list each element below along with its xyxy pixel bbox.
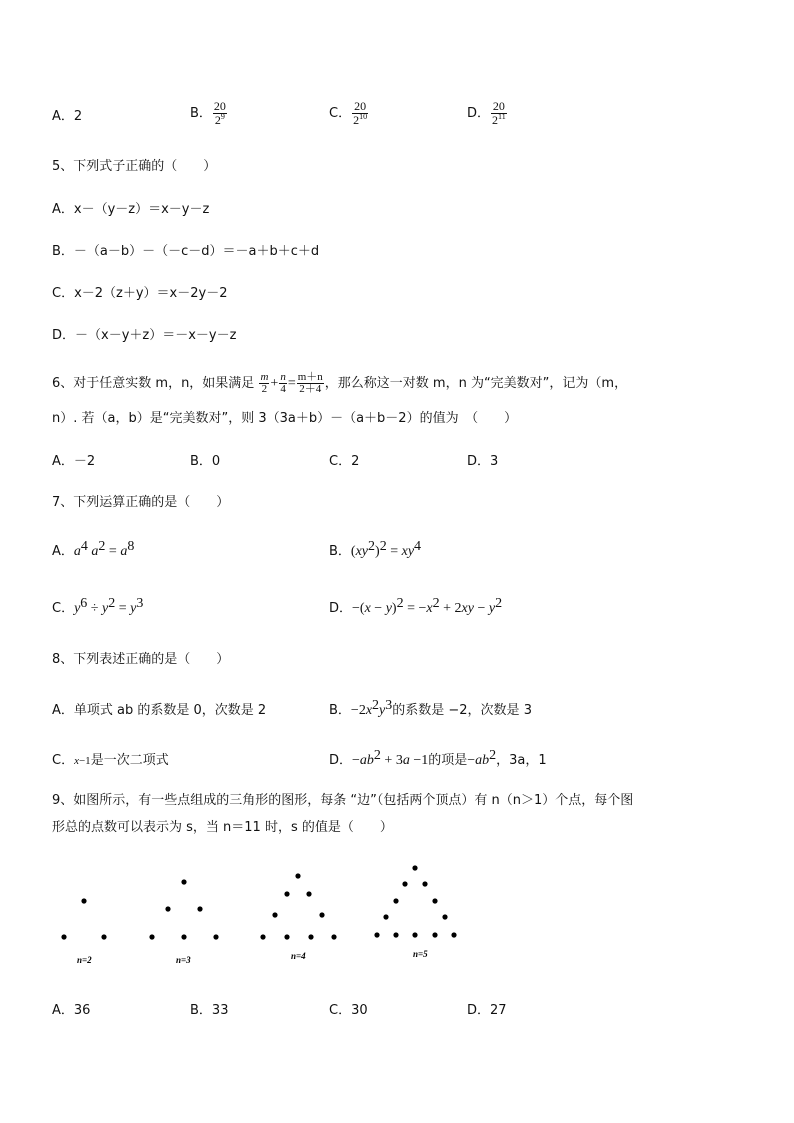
q9-stem-line2: 形总的点数可以表示为 s，当 n＝11 时，s 的值是（ ）	[52, 820, 393, 835]
triangle-dot-figure	[0, 850, 794, 970]
q8-option-c: C．x−1是一次二项式	[52, 753, 169, 768]
dot	[306, 891, 311, 896]
dot	[101, 934, 106, 939]
dot	[81, 898, 86, 903]
q6-stem-line2: n）. 若（a，b）是“完美数对”，则 3（3a＋b）－（a＋b－2）的值为 （ ）	[52, 411, 518, 426]
fraction-sum: $\frac{m+n}{2+4}$	[297, 371, 323, 395]
dot	[260, 934, 265, 939]
dot	[432, 932, 437, 937]
option-label: C．	[329, 106, 352, 121]
triangle-n3	[149, 879, 218, 965]
dot	[308, 934, 313, 939]
dot	[432, 898, 437, 903]
dot	[442, 914, 447, 919]
dot	[61, 934, 66, 939]
q8-option-b: B．$-2x^2y^3$的系数是 −2，次数是 3	[329, 698, 532, 718]
dot	[393, 898, 398, 903]
option-label: D．	[467, 106, 491, 121]
triangle-n5	[374, 865, 456, 959]
dot	[165, 906, 170, 911]
dot	[451, 932, 456, 937]
figure-label: n=2	[77, 955, 92, 965]
dot	[181, 879, 186, 884]
figure-label: n=4	[291, 951, 306, 961]
dot	[272, 912, 277, 917]
dot	[181, 934, 186, 939]
dot	[412, 865, 417, 870]
q9-option-a: A．36	[52, 1003, 91, 1018]
fraction: $\frac{20}{2^{11}}$	[492, 99, 506, 127]
dot	[149, 934, 154, 939]
q6-option-d: D．3	[467, 454, 499, 469]
triangle-n2	[61, 898, 106, 965]
q4-option-a	[52, 108, 82, 126]
fraction: $\frac{20}{2^9}$	[213, 99, 226, 127]
figure-label: n=3	[176, 955, 191, 965]
dot	[197, 906, 202, 911]
q6-stem-line1: 6、对于任意实数 m，n，如果满足 $\frac{m}{2}$ + $\frac{n}{4}$ = $\frac{m+n}{2+4}$ ，那么称这一对数 m，n 为“完美数对”，记为（m，	[52, 371, 628, 395]
dot	[331, 934, 336, 939]
dot	[319, 912, 324, 917]
q6-option-a: A．－2	[52, 454, 96, 469]
q8-option-d: D．$-ab^2 + 3a -1$的项是$-ab^2$，3a，1	[329, 748, 547, 768]
q5-option-a: A．x－（y－z）＝x－y－z	[52, 202, 210, 217]
q9-option-d: D．27	[467, 1003, 507, 1018]
q8-option-a: A．单项式 ab 的系数是 0，次数是 2	[52, 703, 267, 718]
q4-option-c	[329, 100, 369, 127]
fraction-m-over-2: $\frac{m}{2}$	[260, 371, 269, 395]
q8-stem: 8、下列表述正确的是（ ）	[52, 652, 230, 667]
q7-option-b: B．$(xy^2)^2 = xy^4$	[329, 539, 422, 559]
dot	[374, 932, 379, 937]
q6-option-c: C．2	[329, 454, 360, 469]
q6-option-b: B．0	[190, 454, 221, 469]
q9-option-b: B．33	[190, 1003, 229, 1018]
q4-option-b	[190, 100, 228, 127]
figure-label: n=5	[413, 949, 428, 959]
dot	[213, 934, 218, 939]
q5-stem: 5、下列式子正确的（ ）	[52, 159, 217, 174]
dot	[284, 891, 289, 896]
q5-option-d: D．－（x－y＋z）＝－x－y－z	[52, 328, 237, 343]
q5-option-c: C．x－2（z＋y）＝x－2y－2	[52, 286, 228, 301]
option-label: B．	[190, 106, 212, 121]
dot	[393, 932, 398, 937]
q4-option-d	[467, 100, 508, 127]
dot	[422, 881, 427, 886]
q9-option-c: C．30	[329, 1003, 368, 1018]
q7-option-c: C．$y^6 \div y^2 = y^3$	[52, 596, 144, 616]
triangle-n4	[260, 873, 336, 961]
dot	[284, 934, 289, 939]
q7-option-a: A．$a^4$ $a^2 = a^8$	[52, 539, 135, 559]
option-value: 2	[73, 109, 83, 124]
fraction: $\frac{20}{2^{10}}$	[353, 99, 368, 127]
dot	[383, 914, 388, 919]
q9-stem-line1: 9、如图所示，有一些点组成的三角形的图形，每条 “边”（包括两个顶点）有 n（n＞1）个点，每个图	[52, 793, 634, 808]
q7-option-d: D．$-(x - y)^2 = -x^2 + 2xy - y^2$	[329, 596, 503, 616]
dot	[402, 881, 407, 886]
q5-option-b: B．－（a－b）－（－c－d）＝－a＋b＋c＋d	[52, 244, 320, 259]
fraction-n-over-4: $\frac{n}{4}$	[280, 371, 286, 395]
option-label: A．	[52, 109, 74, 124]
dot	[412, 932, 417, 937]
q7-stem: 7、下列运算正确的是（ ）	[52, 495, 230, 510]
dot	[295, 873, 300, 878]
